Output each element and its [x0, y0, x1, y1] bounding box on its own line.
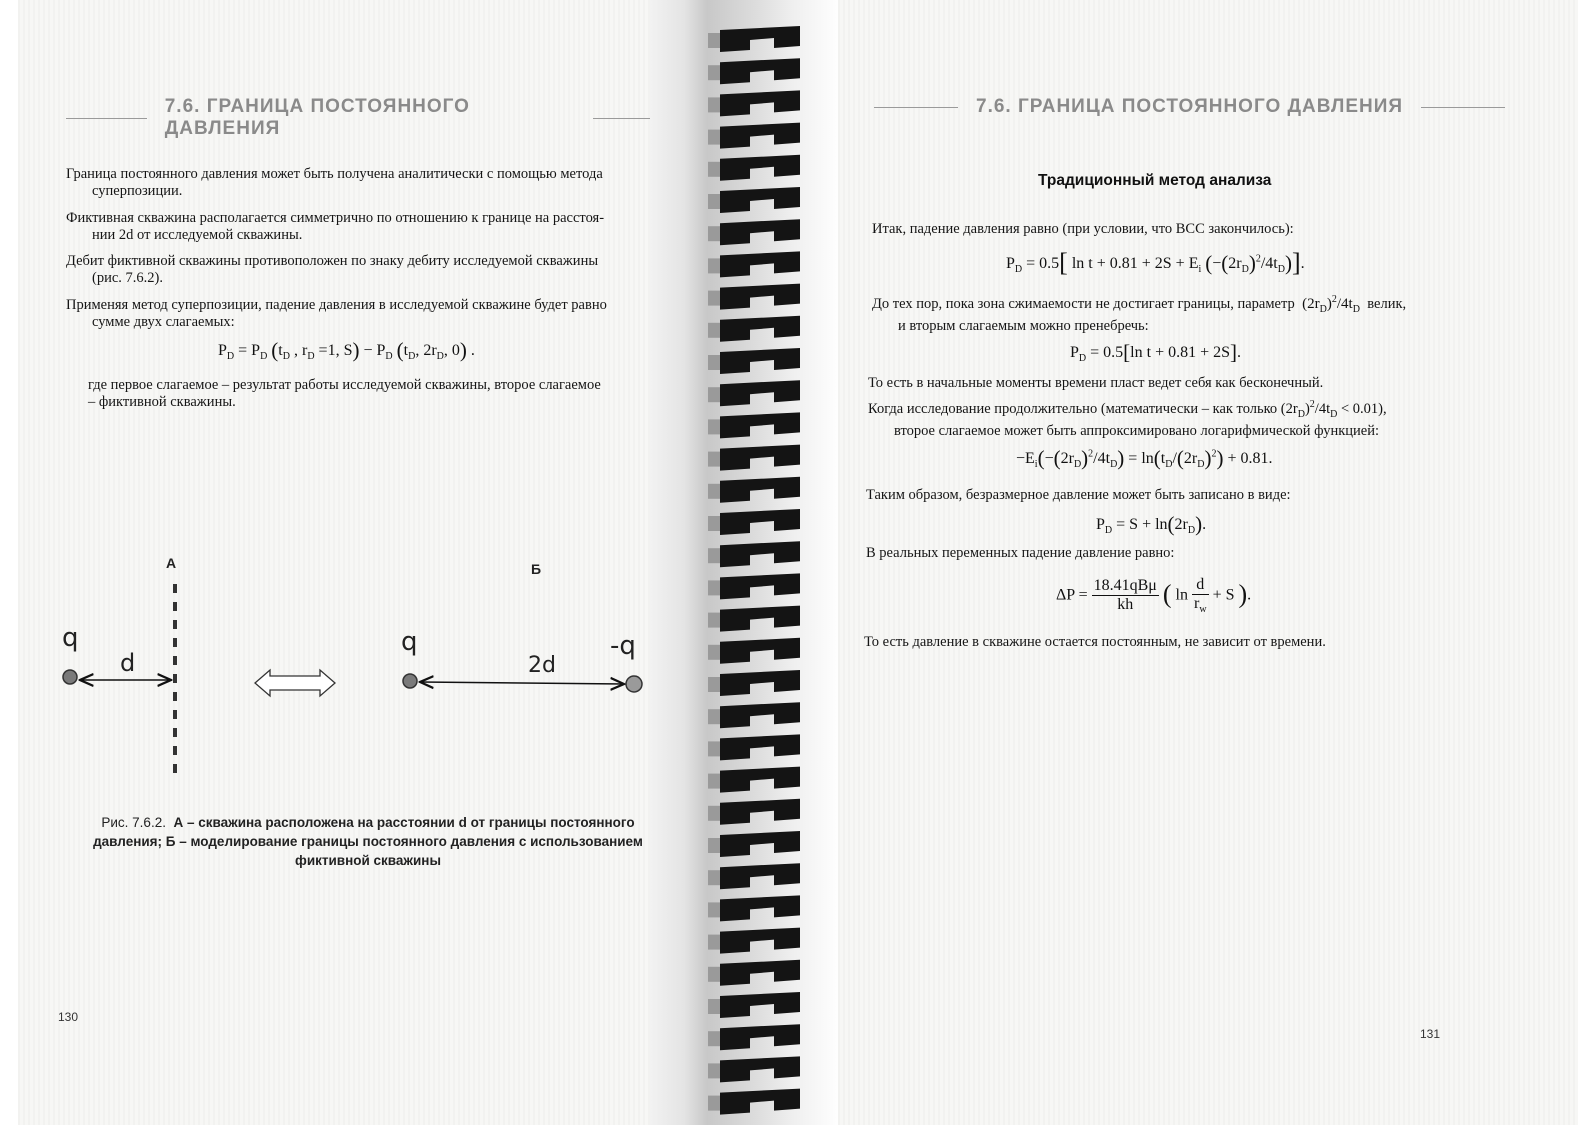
label-q-well: q — [62, 623, 79, 653]
left-page-number: 130 — [58, 1010, 79, 1024]
binding-loop — [708, 541, 800, 567]
equivalence-double-arrow — [255, 670, 335, 696]
binding-loop — [708, 1024, 800, 1050]
binding-loop — [708, 702, 800, 728]
right-paragraph-1: Итак, падение давления равно (при условии, что ВСС закончилось): — [872, 221, 1294, 237]
right-paragraph-3: То есть в начальные моменты времени пласт ведет себя как бесконечный. — [868, 375, 1324, 391]
left-superposition-formula: $P_D = P_D$ ($t_D$ , $r_D =1$, $S) - P_D$ ($t_D$, $2r_D$, 0) . — [218, 338, 475, 363]
left-running-header — [66, 96, 670, 140]
binding-loop — [708, 992, 800, 1018]
distance-arrow-2d — [420, 682, 624, 684]
label-d: d — [120, 649, 136, 677]
formula-pd-constant: $P_D = S + \ln(2r_D)$. — [1096, 512, 1207, 537]
binding-loop — [708, 573, 800, 599]
well-circle-a — [63, 670, 77, 684]
binding-loop — [708, 187, 800, 213]
binding-loop — [708, 26, 800, 52]
binding-loop — [708, 251, 800, 277]
right-paragraph-2: До тех пор, пока зона сжимаемости не достигает границы, параметр $(2r_D)^2/4t_D$ велик, и вторым слагаемым можно пренебречь: — [872, 294, 1407, 334]
binding-loop — [708, 799, 800, 825]
left-paragraph-2: Фиктивная скважина располагается симметрично по отношению к границе на расстоя- нии 2d от исследуемой скважины. — [66, 210, 605, 243]
image-well-circle-b — [626, 676, 642, 692]
binding-loop — [708, 284, 800, 310]
binding-loop — [708, 380, 800, 406]
binding-loop — [708, 123, 800, 149]
right-paragraph-7: То есть давление в скважине остается постоянным, не зависит от времени. — [864, 634, 1326, 650]
left-paragraph-3: Дебит фиктивной скважины противоположен по знаку дебиту исследуемой скважины (рис. 7.6.2). — [66, 253, 599, 286]
left-paragraph-4: Применяя метод суперпозиции, падение давления в исследуемой скважине будет равно сумме двух слагаемых: — [66, 297, 607, 330]
binding-loop — [708, 509, 800, 535]
binding-loop — [708, 412, 800, 438]
binding-loop — [708, 767, 800, 793]
binding-loop — [708, 960, 800, 986]
binding-loop — [708, 1056, 800, 1082]
formula-ei-approximation: $-E_i(-(2r_D)^2/4t_D) = \ln(t_D/(2r_D)^2) + 0.81$. — [1016, 446, 1273, 471]
left-page — [18, 0, 670, 1125]
binding-loop — [708, 155, 800, 181]
binding-loop — [708, 928, 800, 954]
real-well-circle-b — [403, 674, 417, 688]
binding-loop — [708, 348, 800, 374]
binding-loop — [708, 638, 800, 664]
section-subtitle: Традиционный метод анализа — [1038, 172, 1272, 189]
binding-loop — [708, 90, 800, 116]
right-page-number: 131 — [1420, 1027, 1441, 1041]
binding-loop — [708, 670, 800, 696]
binding-loop — [708, 58, 800, 84]
binding-loop — [708, 606, 800, 632]
spiral-binding — [650, 0, 840, 1125]
formula-pd-infinite: $P_D = 0.5[\ln$ t + 0.81 + 2S]. — [1070, 340, 1242, 365]
right-paragraph-4: Когда исследование продолжительно (математически – как только $(2r_D)^2/4t_D < 0.01$), второе слагаемое может быть аппроксимировано логарифмической функцией: — [868, 399, 1387, 439]
formula-pd-full: $P_D = 0.5$[ $\ln t + 0.81 + 2S + E_i$ $(-(2r_D)^2/4t_D)$]. — [1006, 248, 1305, 277]
binding-loop — [708, 219, 800, 245]
right-paragraph-5: Таким образом, безразмерное давление может быть записано в виде: — [866, 487, 1291, 503]
binding-loop — [708, 895, 800, 921]
figure-caption: Рис. 7.6.2. А – скважина расположена на расстоянии d от границы постоянного давления; Б – моделирование границы постоянного давления с использованием фиктивной скважины — [93, 815, 643, 868]
label-2d: 2d — [528, 653, 556, 678]
binding-loop — [708, 477, 800, 503]
left-paragraph-1: Граница постоянного давления может быть получена аналитически с помощью метода суперпозиции. — [66, 166, 603, 199]
right-page — [838, 0, 1578, 1125]
right-running-header — [874, 96, 1505, 118]
binding-loop — [708, 1089, 800, 1115]
left-paragraph-5: где первое слагаемое – результат работы исследуемой скважины, второе слагаемое – фиктивной скважины. — [88, 377, 601, 410]
binding-loop — [708, 863, 800, 889]
boundary-figure — [48, 550, 648, 790]
binding-loop — [708, 316, 800, 342]
left-header-title: 7.6. ГРАНИЦА ПОСТОЯННОГО ДАВЛЕНИЯ — [164, 96, 470, 139]
binding-loop — [708, 445, 800, 471]
label-b: Б — [531, 561, 542, 577]
label-q-real-well: q — [401, 627, 418, 657]
binding-loop — [708, 831, 800, 857]
right-header-title: 7.6. ГРАНИЦА ПОСТОЯННОГО ДАВЛЕНИЯ — [976, 96, 1404, 117]
label-a: А — [166, 555, 177, 571]
binding-loop — [708, 734, 800, 760]
label-neg-q: -q — [610, 631, 636, 661]
formula-delta-p: ΔP = $\frac{\text{18.41qBμ}}{kh}$ ( ln $\frac{d}{r_w}$ + S ). — [1056, 576, 1252, 616]
right-paragraph-6: В реальных переменных падение давление равно: — [866, 545, 1175, 561]
